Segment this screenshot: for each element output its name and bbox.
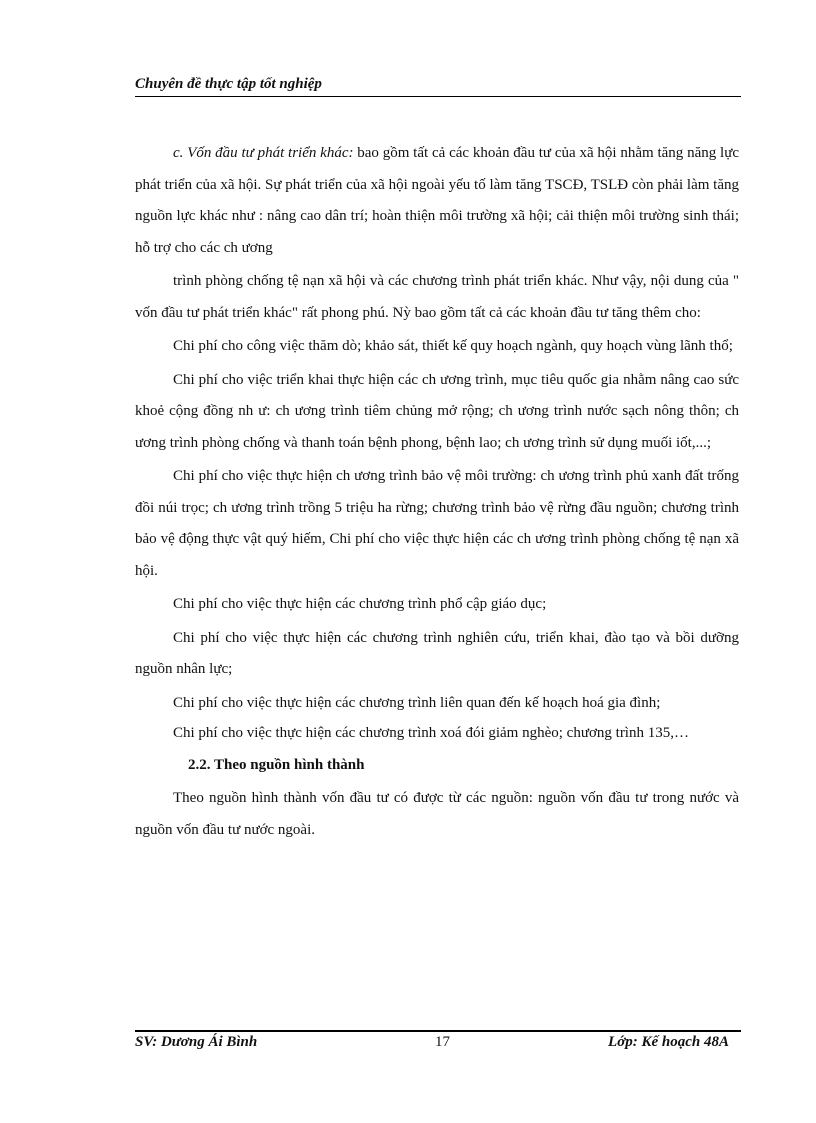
paragraph: Chi phí cho việc thực hiện các chương trình phổ cập giáo dục; — [173, 596, 547, 612]
paragraph: Chi phí cho công việc thăm dò; khảo sát, thiết kế quy hoạch ngành, quy hoạch vùng lãnh thổ; — [173, 338, 733, 354]
page-header-title: Chuyên đề thực tập tốt nghiệp — [135, 76, 322, 92]
section-heading: 2.2. Theo nguồn hình thành — [188, 757, 365, 773]
paragraph-c-other-investment — [135, 138, 739, 264]
footer-divider — [135, 1030, 741, 1032]
paragraph: Chi phí cho việc thực hiện các chương trình nghiên cứu, triển khai, đào tạo và bồi dưỡng nguồn nhân lực; — [135, 629, 739, 677]
footer-class-label: Lớp: Kế hoạch 48A — [608, 1034, 729, 1050]
page-number: 17 — [435, 1034, 450, 1050]
header-divider — [135, 96, 741, 97]
footer-student-name: SV: Dương Ái Bình — [135, 1034, 258, 1050]
document-body — [135, 138, 739, 848]
paragraph: Chi phí cho việc thực hiện các chương trình xoá đói giảm nghèo; chương trình 135,… — [173, 725, 689, 741]
page-footer — [135, 1034, 741, 1058]
paragraph: Chi phí cho việc thực hiện các chương trình liên quan đến kế hoạch hoá gia đình; — [173, 694, 661, 711]
paragraph: Theo nguồn hình thành vốn đầu tư có được từ các nguồn: nguồn vốn đầu tư trong nước và nguồn vốn đầu tư nước ngoài. — [135, 790, 739, 838]
paragraph-label: c. Vốn đầu tư phát triển khác: — [173, 145, 354, 161]
paragraph: trình phòng chống tệ nạn xã hội và các chương trình phát triển khác. Như vậy, nội dung của " vốn đầu tư phát triển khác" rất phong phú. Nỳ bao gồm tất cả các khoản đầu tư tăng thêm cho: — [135, 273, 739, 321]
paragraph: Chi phí cho việc triển khai thực hiện các ch ương trình, mục tiêu quốc gia nhằm nâng cao sức khoẻ cộng đồng nh ư: ch ương trình tiêm chủng mở rộng; ch ương trình nước sạch nông thôn; ch ương trình phòng chống và thanh toán bệnh phong, bệnh lao; ch ương trình sử dụng muối iốt,...; — [135, 371, 739, 451]
paragraph: Chi phí cho việc thực hiện ch ương trình bảo vệ môi trường: ch ương trình phủ xanh đất trống đồi núi trọc; ch ương trình trồng 5 triệu ha rừng; chương trình bảo vệ rừng đầu nguồn; chương trình bảo vệ động thực vật quý hiếm, Chi phí cho việc thực hiện các ch ương trình phòng chống tệ nạn xã hội. — [135, 468, 739, 579]
paragraph-text: bao gồm tất cả các khoản đầu tư của xã hội nhằm tăng năng lực phát triển của xã hội. Sự phát triển của xã hội ngoài yếu tố làm tăng TSCĐ, TSLĐ còn phải làm tăng nguồn lực khác như : nâng cao dân trí; hoàn thiện môi trường xã hội; cải thiện môi trường sinh thái; hỗ trợ cho các ch ương — [135, 145, 739, 256]
